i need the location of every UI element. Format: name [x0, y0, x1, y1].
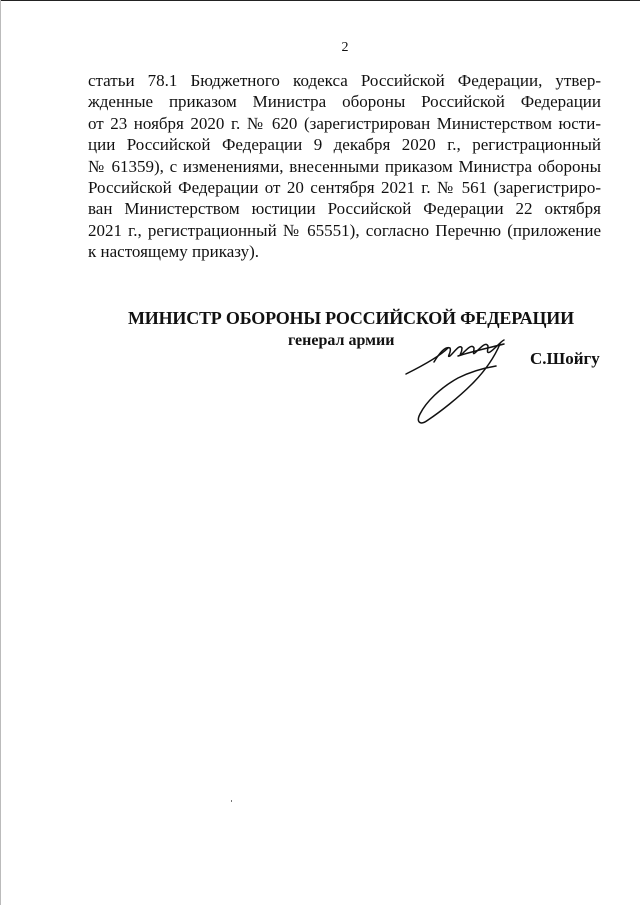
scan-edge-top — [0, 0, 640, 1]
scan-speck — [231, 800, 232, 802]
body-line: Российской Федерации от 20 сентября 2021 г. № 561 (зарегистриро- — [88, 178, 601, 198]
scan-edge-left — [0, 0, 1, 905]
body-line: 2021 г., регистрационный № 65551), согласно Перечню (приложение — [88, 220, 601, 240]
body-line: к настоящему приказу). — [88, 242, 260, 262]
body-line: от 23 ноября 2020 г. № 620 (зарегистрирован Министерством юсти- — [88, 113, 601, 133]
body-line: ции Российской Федерации 9 декабря 2020 г., регистрационный — [88, 135, 601, 155]
handwritten-signature-icon — [400, 322, 530, 430]
signatory-name: С.Шойгу — [530, 349, 600, 368]
body-line: статьи 78.1 Бюджетного кодекса Российской Федерации, утвер- — [88, 71, 601, 90]
body-paragraph — [88, 70, 601, 263]
body-line: ван Министерством юстиции Российской Федерации 22 октября — [88, 199, 601, 219]
signatory-position: МИНИСТР ОБОРОНЫ РОССИЙСКОЙ ФЕДЕРАЦИИ — [128, 308, 574, 328]
signatory-rank: генерал армии — [288, 332, 395, 349]
body-line: № 61359), с изменениями, внесенными приказом Министра обороны — [88, 156, 601, 176]
page-number: 2 — [341, 40, 349, 55]
body-line: жденные приказом Министра обороны Российской Федерации — [88, 92, 601, 112]
